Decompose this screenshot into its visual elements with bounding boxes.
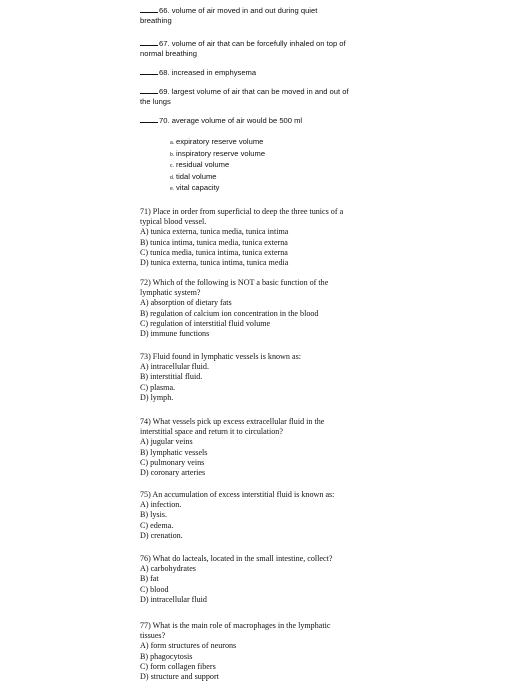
option-a[interactable]: A) absorption of dietary fats	[140, 298, 232, 308]
matching-question-68	[140, 68, 385, 78]
answer-blank[interactable]	[140, 39, 158, 46]
option-a[interactable]: A) tunica externa, tunica media, tunica intima	[140, 227, 289, 237]
question-text: average volume of air would be 500 ml	[171, 116, 303, 125]
option-c[interactable]: C) regulation of interstitial fluid volume	[140, 318, 271, 328]
mcq-question-71	[140, 207, 385, 268]
option-b[interactable]: B) fat	[140, 574, 159, 584]
question-text: 72) Which of the following is NOT a basic function of the	[140, 278, 329, 287]
option-b[interactable]: B) interstitial fluid.	[140, 372, 203, 382]
option-a[interactable]: A) carbohydrates	[140, 564, 196, 574]
answer-blank[interactable]	[140, 116, 158, 123]
option-c[interactable]: C) edema.	[140, 520, 174, 530]
question-number: 66.	[159, 6, 170, 15]
option-c[interactable]: C) blood	[140, 584, 169, 594]
option-b[interactable]: B) tunica intima, tunica media, tunica externa	[140, 237, 288, 247]
question-text: 76) What do lacteals, located in the small intestine, collect?	[140, 554, 333, 563]
question-number: 70.	[159, 116, 170, 125]
question-number: 67.	[159, 39, 170, 48]
option-d[interactable]: D) lymph.	[140, 392, 174, 402]
option-b[interactable]: B) regulation of calcium ion concentration in the blood	[140, 308, 319, 318]
answer-blank[interactable]	[140, 6, 158, 13]
mcq-question-77	[140, 621, 385, 682]
option-d[interactable]: D) structure and support	[140, 672, 219, 682]
option-a[interactable]: A) jugular veins	[140, 437, 193, 447]
question-text: largest volume of air that can be moved in and out of	[171, 87, 349, 96]
question-text-continued: breathing	[140, 15, 172, 25]
option-c[interactable]: C) tunica media, tunica intima, tunica externa	[140, 247, 288, 257]
choice-c: c. residual volume	[170, 160, 230, 170]
question-text: volume of air moved in and out during quiet	[171, 6, 318, 15]
mcq-question-73	[140, 352, 385, 403]
matching-choices	[170, 137, 370, 195]
question-text: 74) What vessels pick up excess extracellular fluid in the	[140, 417, 325, 426]
choice-a: a. expiratory reserve volume	[170, 137, 264, 146]
question-text: 73) Fluid found in lymphatic vessels is known as:	[140, 352, 301, 361]
choice-b: b. inspiratory reserve volume	[170, 148, 266, 158]
choice-e: e. vital capacity	[170, 183, 220, 193]
question-text: 71) Place in order from superficial to deep the three tunics of a	[140, 207, 344, 216]
question-text-continued: tissues?	[140, 631, 166, 641]
question-text-continued: lymphatic system?	[140, 288, 201, 298]
question-text-continued: the lungs	[140, 96, 171, 106]
option-d[interactable]: D) intracellular fluid	[140, 594, 207, 604]
option-d[interactable]: D) tunica externa, tunica intima, tunica media	[140, 258, 289, 268]
matching-question-67	[140, 39, 385, 58]
matching-question-69	[140, 87, 385, 106]
option-c[interactable]: C) plasma.	[140, 382, 176, 392]
question-text-continued: typical blood vessel.	[140, 217, 207, 227]
question-text-continued: normal breathing	[140, 48, 197, 58]
question-text: 75) An accumulation of excess interstitial fluid is known as:	[140, 490, 335, 499]
choice-d: d. tidal volume	[170, 171, 217, 181]
option-d[interactable]: D) immune functions	[140, 329, 210, 339]
option-c[interactable]: C) form collagen fibers	[140, 661, 216, 671]
option-c[interactable]: C) pulmonary veins	[140, 457, 205, 467]
question-number: 69.	[159, 87, 170, 96]
option-b[interactable]: B) lysis.	[140, 510, 167, 520]
question-text-continued: interstitial space and return it to circulation?	[140, 427, 283, 437]
matching-question-70	[140, 116, 385, 126]
question-text: increased in emphysema	[171, 68, 257, 77]
question-number: 68.	[159, 68, 170, 77]
mcq-question-72	[140, 278, 385, 339]
question-text: volume of air that can be forcefully inhaled on top of	[171, 39, 346, 48]
answer-blank[interactable]	[140, 87, 158, 94]
mcq-question-75	[140, 490, 385, 541]
option-d[interactable]: D) crenation.	[140, 530, 183, 540]
option-b[interactable]: B) lymphatic vessels	[140, 447, 208, 457]
answer-blank[interactable]	[140, 68, 158, 75]
question-text: 77) What is the main role of macrophages in the lymphatic	[140, 621, 331, 630]
option-a[interactable]: A) intracellular fluid.	[140, 362, 209, 372]
option-b[interactable]: B) phagocytosis	[140, 651, 193, 661]
mcq-question-74	[140, 417, 385, 478]
option-a[interactable]: A) form structures of neurons	[140, 641, 237, 651]
mcq-question-76	[140, 554, 385, 605]
option-d[interactable]: D) coronary arteries	[140, 468, 206, 478]
option-a[interactable]: A) infection.	[140, 500, 182, 510]
matching-question-66	[140, 6, 385, 25]
